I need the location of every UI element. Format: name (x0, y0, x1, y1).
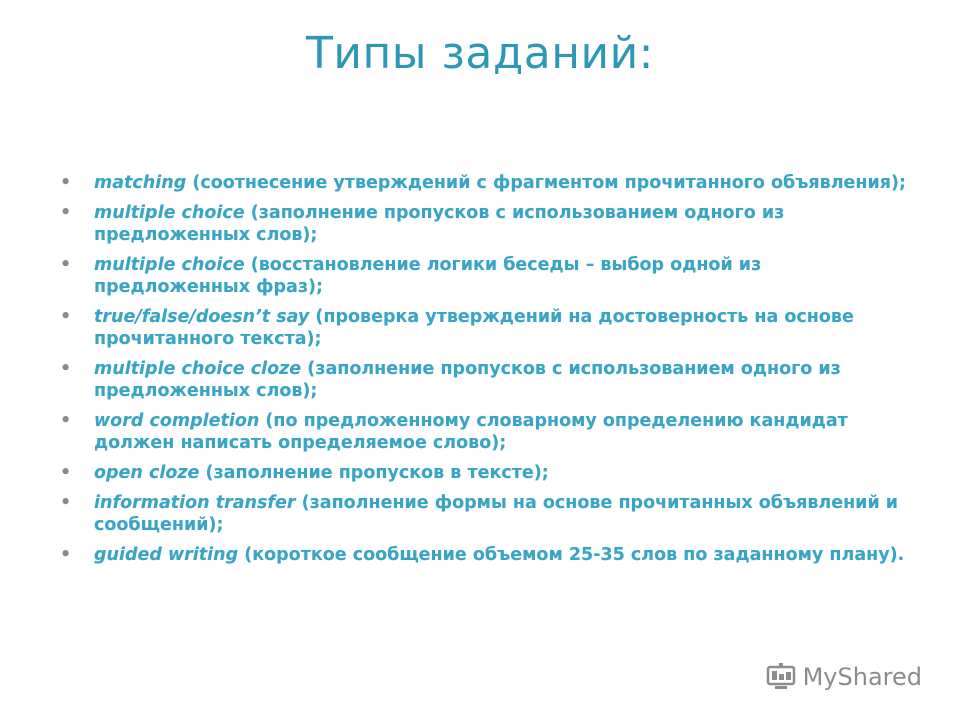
task-type-list (60, 172, 920, 574)
task-description: (соотнесение утверждений с фрагментом прочитанного объявления); (186, 173, 906, 193)
task-term: matching (94, 173, 187, 193)
bullet: • (60, 545, 72, 565)
watermark-text: MyShared (802, 663, 922, 691)
task-term: guided writing (94, 545, 239, 565)
task-description: (заполнение пропусков с использованием одного из предложенных слов); (94, 203, 785, 245)
slide-title: Типы заданий: (306, 28, 654, 79)
bullet: • (60, 203, 72, 223)
bullet: • (60, 307, 72, 327)
list-item (60, 358, 920, 402)
list-item (60, 172, 920, 194)
list-item (60, 254, 920, 298)
task-term: information transfer (94, 493, 296, 513)
task-term: open cloze (94, 463, 200, 483)
myshared-logo-icon (765, 662, 797, 692)
bullet: • (60, 359, 72, 379)
task-term: true/false/doesn’t say (94, 307, 310, 327)
bullet: • (60, 255, 72, 275)
list-item (60, 202, 920, 246)
task-description: (заполнение пропусков в тексте); (199, 463, 549, 483)
bullet: • (60, 463, 72, 483)
task-term: multiple choice (94, 255, 245, 275)
list-item (60, 410, 920, 454)
task-description: (заполнение формы на основе прочитанных объявлений и сообщений); (94, 493, 899, 535)
task-description: (короткое сообщение объемом 25-35 слов по заданному плану). (238, 545, 905, 565)
bullet: • (60, 411, 72, 431)
list-item (60, 492, 920, 536)
task-description: (по предложенному словарному определению кандидат должен написать определяемое слово); (94, 411, 848, 453)
task-term: word completion (94, 411, 260, 431)
bullet: • (60, 173, 72, 193)
list-item (60, 306, 920, 350)
task-description: (проверка утверждений на достоверность на основе прочитанного текста); (94, 307, 854, 349)
list-item (60, 544, 920, 566)
list-item (60, 462, 920, 484)
bullet: • (60, 493, 72, 513)
task-term: multiple choice (94, 203, 245, 223)
task-description: (заполнение пропусков с использованием одного из предложенных слов); (94, 359, 841, 401)
myshared-watermark[interactable] (765, 662, 922, 692)
task-description: (восстановление логики беседы – выбор одной из предложенных фраз); (94, 255, 762, 297)
task-term: multiple choice cloze (94, 359, 302, 379)
